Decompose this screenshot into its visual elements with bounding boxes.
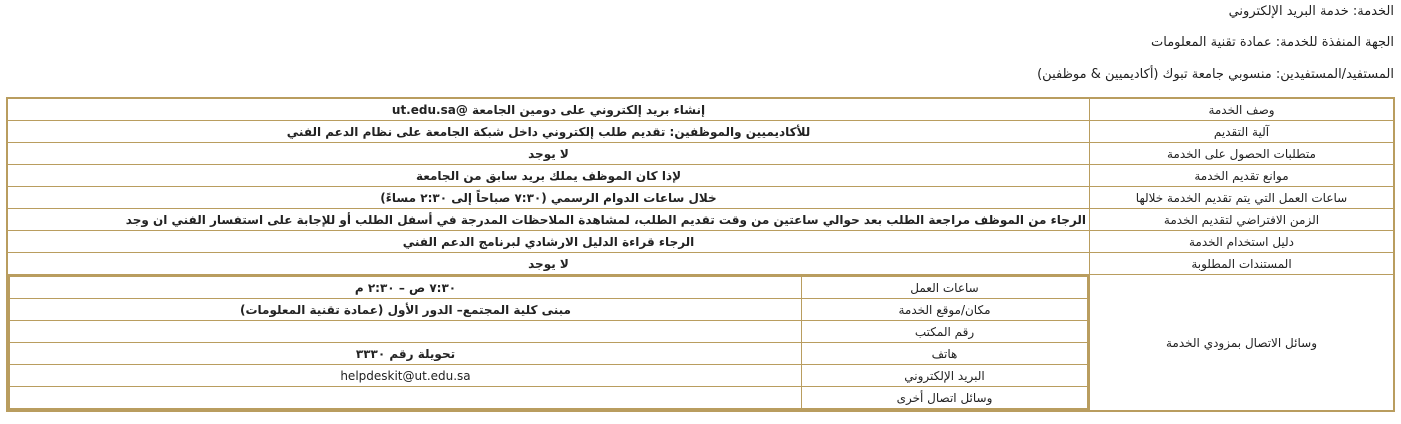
contact-item-label: البريد الإلكتروني: [802, 365, 1089, 387]
contact-item-label: ساعات العمل: [802, 276, 1089, 299]
contact-item-label: هاتف: [802, 343, 1089, 365]
service-beneficiary: المستفيد/المستفيدين: منسوبي جامعة تبوك (أكاديميين & موظفين): [1037, 67, 1394, 82]
table-row: [7, 231, 1394, 253]
row-value: لإذا كان الموظف يملك بريد سابق من الجامعة: [7, 165, 1090, 187]
table-row: [7, 143, 1394, 165]
contact-item: [9, 299, 1088, 321]
contact-table: [8, 275, 1089, 410]
table-row: [7, 165, 1394, 187]
contact-item-label: وسائل اتصال أخرى: [802, 387, 1089, 410]
contact-label: وسائل الاتصال بمزودي الخدمة: [1090, 275, 1395, 412]
contact-item: [9, 276, 1088, 299]
contact-item: [9, 387, 1088, 410]
row-label: آلية التقديم: [1090, 121, 1395, 143]
service-title: الخدمة: خدمة البريد الإلكتروني: [1228, 4, 1394, 19]
contact-cell: [7, 275, 1090, 412]
contact-item: [9, 321, 1088, 343]
row-label: المستندات المطلوبة: [1090, 253, 1395, 275]
row-label: الزمن الافتراضي لتقديم الخدمة: [1090, 209, 1395, 231]
row-label: متطلبات الحصول على الخدمة: [1090, 143, 1395, 165]
contact-item: [9, 365, 1088, 387]
contact-email-link[interactable]: helpdeskit@ut.edu.sa: [9, 365, 802, 387]
row-value: إنشاء بريد إلكتروني على دومين الجامعة @ut.edu.sa: [7, 98, 1090, 121]
row-value: خلال ساعات الدوام الرسمي (٧:٣٠ صباحاً إلى ٢:٣٠ مساءً): [7, 187, 1090, 209]
service-details-table: [6, 97, 1395, 412]
table-row: [7, 187, 1394, 209]
table-row: [7, 253, 1394, 275]
table-row: [7, 121, 1394, 143]
row-value: الرجاء من الموظف مراجعة الطلب بعد حوالي ساعتين من وقت تقديم الطلب، لمشاهدة الملاحظات المدرجة في أسفل الطلب أو للإجابة على استفسار الفني ان وجد: [7, 209, 1090, 231]
row-label: ساعات العمل التي يتم تقديم الخدمة خلالها: [1090, 187, 1395, 209]
contact-item-value: ٧:٣٠ ص – ٢:٣٠ م: [9, 276, 802, 299]
contact-item-label: مكان/موقع الخدمة: [802, 299, 1089, 321]
contact-item-value: [9, 321, 802, 343]
row-value: لا يوجد: [7, 253, 1090, 275]
contact-item-label: رقم المكتب: [802, 321, 1089, 343]
row-value: الرجاء قراءة الدليل الارشادي لبرنامج الدعم الفني: [7, 231, 1090, 253]
contact-item: [9, 343, 1088, 365]
row-value: لا يوجد: [7, 143, 1090, 165]
row-value: للأكاديميين والموظفين: تقديم طلب إلكتروني داخل شبكة الجامعة على نظام الدعم الفني: [7, 121, 1090, 143]
service-provider: الجهة المنفذة للخدمة: عمادة تقنية المعلومات: [1151, 35, 1394, 50]
contact-row: [7, 275, 1394, 412]
table-row: [7, 98, 1394, 121]
table-row: [7, 209, 1394, 231]
row-label: دليل استخدام الخدمة: [1090, 231, 1395, 253]
row-label: موانع تقديم الخدمة: [1090, 165, 1395, 187]
contact-item-value: مبنى كلية المجتمع– الدور الأول (عمادة تقنية المعلومات): [9, 299, 802, 321]
contact-item-value: [9, 387, 802, 410]
row-label: وصف الخدمة: [1090, 98, 1395, 121]
contact-item-value: تحويلة رقم ٣٣٣٠: [9, 343, 802, 365]
